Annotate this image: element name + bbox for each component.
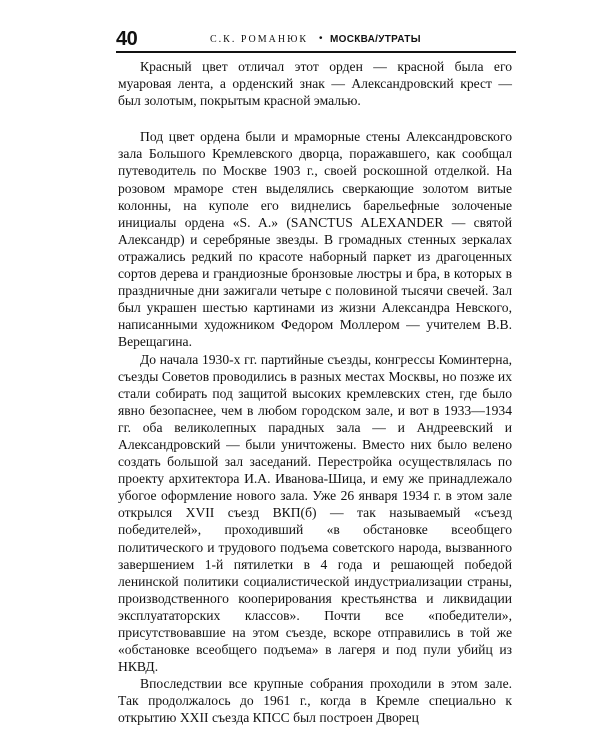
header-author: С.К. РОМАНЮК bbox=[210, 34, 309, 45]
paragraph: Красный цвет отличал этот орден — красной была его муаровая лента, а орденский знак — Александровский крест — был золотым, покрытым красной эмалью. bbox=[118, 59, 512, 109]
header-bullet: • bbox=[319, 33, 323, 44]
page-number: 40 bbox=[116, 28, 138, 50]
body-text bbox=[118, 58, 512, 727]
paragraph: Под цвет ордена были и мраморные стены Александровского зала Большого Кремлевского дворца, поражавшего, как сообщал путеводитель по Москве 1903 г., своей роскошной отделкой. На розовом мраморе стен выделялись сверкающие золотом витые колонны, на куполе его виднелись барельефные золоченые инициалы ордена «S. A.» (SANCTUS ALEXANDER — святой Александр) и серебряные звезды. В громадных стенных зеркалах отражались редкий по красоте наборный паркет из драгоценных сортов дерева и грандиозные бронзовые люстры и бра, в которых в праздничные дни зажигали четыре с половиной тысячи свечей. Зал был украшен шестью картинами из жизни Александра Невского, написанными художником Федором Моллером — учителем В.В. Верещагина. bbox=[118, 129, 512, 350]
header-section-title: МОСКВА/УТРАТЫ bbox=[330, 34, 421, 45]
paragraph: Впоследствии все крупные собрания проходили в этом зале. Так продолжалось до 1961 г., когда в Кремле специально к открытию XXII съезда КПСС был построен Дворец bbox=[118, 676, 512, 726]
header-rule bbox=[116, 51, 516, 53]
running-header bbox=[116, 28, 516, 52]
paragraph: До начала 1930-х гг. партийные съезды, конгрессы Коминтерна, съезды Советов проводились в разных местах Москвы, но позже их стали собирать под защитой высоких кремлевских стен, где было явно безопаснее, чем в любом городском зале, и вот в 1933—1934 гг. оба великолепных парадных зала — и Андреевский и Александровский — были уничтожены. Вместо них было велено создать большой зал заседаний. Перестройка осуществлялась по проекту архитектора И.А. Иванова-Шица, и ему же принадлежало убогое оформление нового зала. Уже 26 января 1934 г. в этом зале открылся XVII съезд ВКП(б) — так называемый «съезд победителей», проходивший «в обстановке всеобщего политического и трудового подъема советского народа, вызванного завершением 1-й пятилетки в 4 года и решающей победой ленинской политики социалистической индустриализации страны, производственного кооперирования крестьянства и ликвидации эксплуататорских классов». Почти все «победители», присутствовавшие на этом съезде, вскоре отправились в той же «обстановке всеобщего подъема» в лагеря и под пули убийц из НКВД. bbox=[118, 351, 512, 675]
